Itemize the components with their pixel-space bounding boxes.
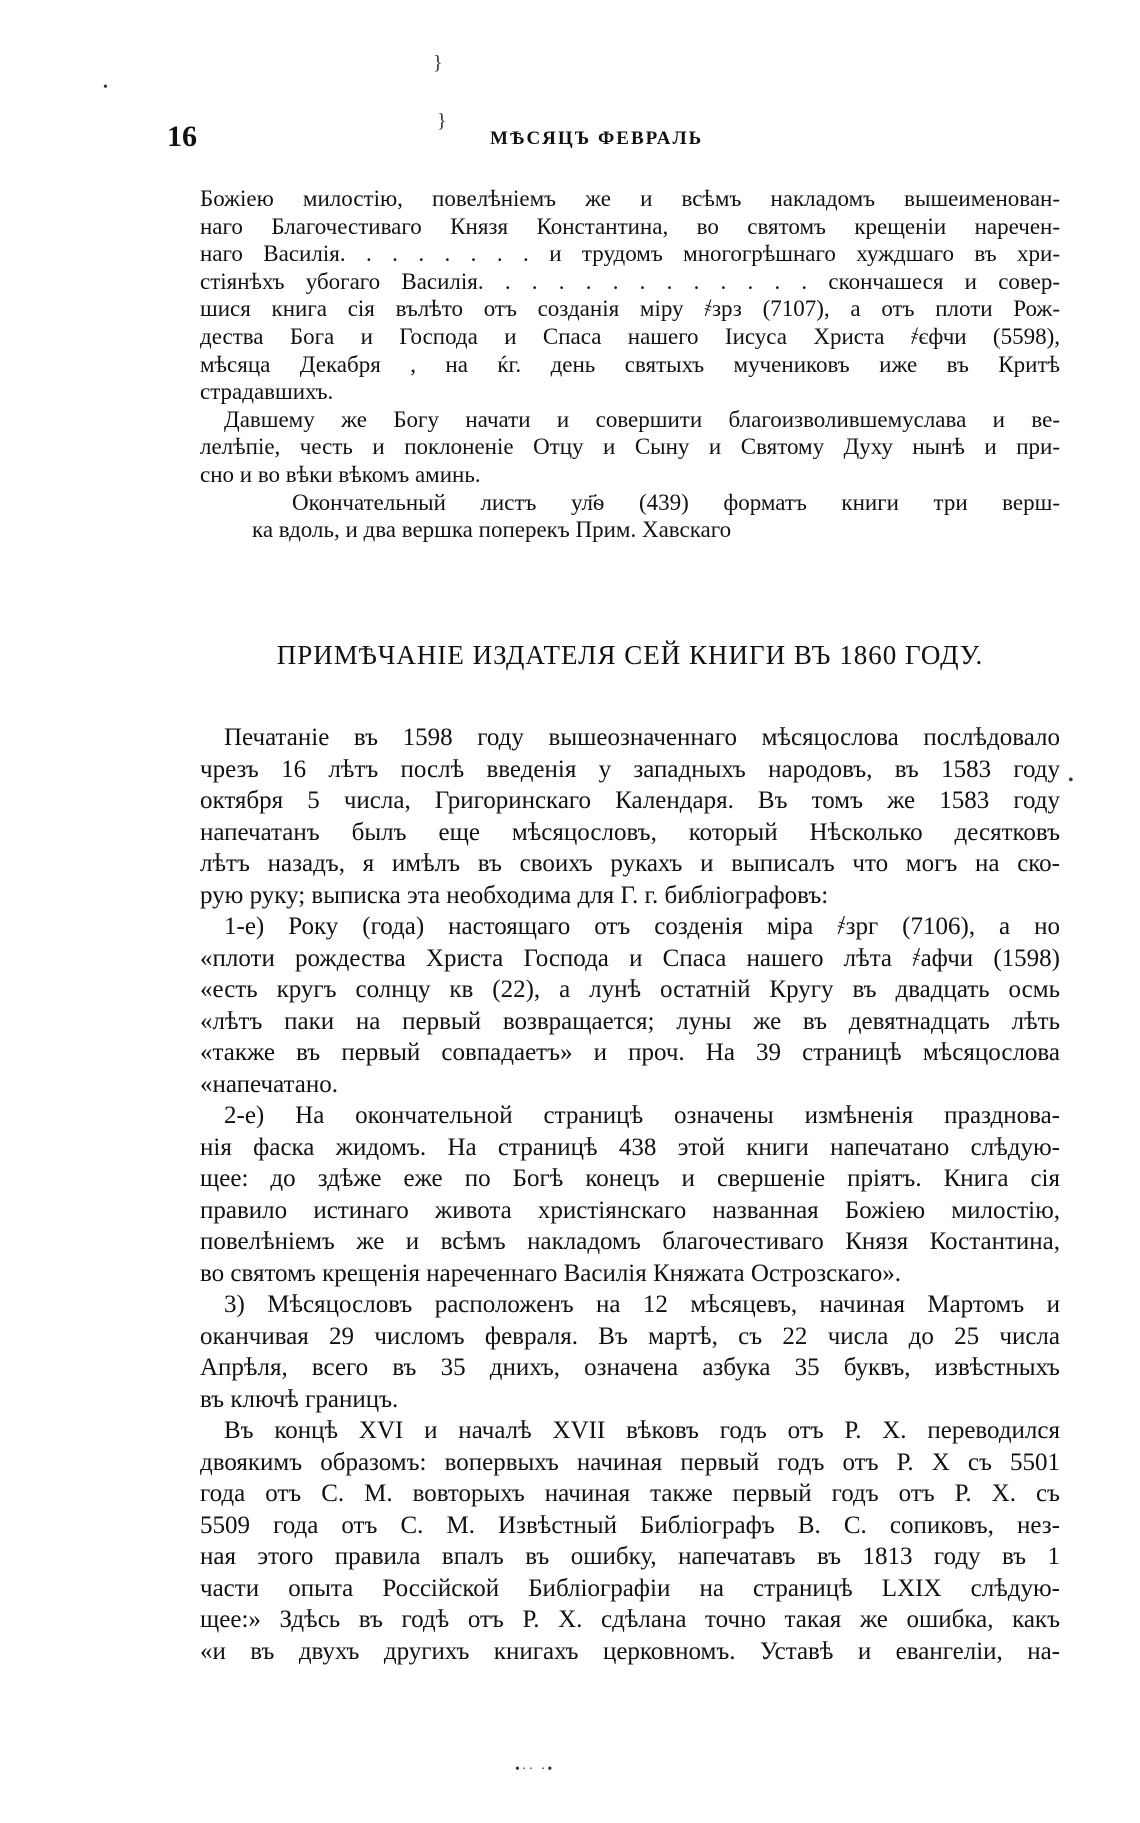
text-line: года отъ С. М. вовторыхъ начиная также первый годъ отъ Р. Х. съ — [200, 1480, 1060, 1507]
text-line: Въ концѣ XVI и началѣ XVII вѣковъ годъ отъ Р. Х. переводился — [224, 1417, 1060, 1444]
text-line: въ ключѣ границъ. — [200, 1385, 399, 1413]
publisher-note-text — [200, 722, 1060, 1667]
text-line: «и въ двухъ другихъ книгахъ церковномъ. Уставѣ и евангеліи, на- — [200, 1637, 1060, 1665]
text-line: «плоти рождества Христа Господа и Спаса нашего лѣта ҂афчи (1598) — [200, 944, 1060, 972]
text-line: чрезъ 16 лѣтъ послѣ введенія у западныхъ народовъ, въ 1583 году — [200, 755, 1060, 783]
text-line: повелѣніемъ же и всѣмъ накладомъ благочестиваго Князя Костантина, — [200, 1228, 1060, 1255]
text-line: ная этого правила впалъ въ ошибку, напечатавъ въ 1813 году въ 1 — [200, 1543, 1060, 1570]
text-line: Давшему же Богу начати и совершити благоизволившемуслава и ве- — [224, 406, 1060, 432]
text-line: нія фаска жидомъ. На страницѣ 438 этой книги напечатано слѣдую- — [200, 1133, 1060, 1161]
text-line: Печатаніе въ 1598 году вышеозначеннаго мѣсяцослова послѣдовало — [224, 724, 1060, 751]
text-line: 2-е) На окончательной страницѣ означены измѣненія празднова- — [224, 1102, 1060, 1129]
text-line: щее: до здѣже еже по Богѣ конецъ и свершеніе пріятъ. Книга сія — [200, 1165, 1060, 1192]
side-dot: • — [103, 80, 108, 95]
text-line: щее:» Здѣсь въ годѣ отъ Р. Х. сдѣлана точно такая же ошибка, какъ — [200, 1606, 1060, 1633]
text-line: лѣтъ назадъ, я имѣлъ въ своихъ рукахъ и выписалъ что могъ на ско- — [200, 850, 1060, 877]
text-line: наго Благочестиваго Князя Константина, во святомъ крещеніи наречен- — [200, 213, 1060, 239]
text-line: 5509 года отъ С. М. Извѣстный Библіографъ В. С. сопиковъ, нез- — [200, 1511, 1060, 1539]
text-line: шися книга сія вълѣто отъ созданія міру ҂зрз (7107), а отъ плоти Рож- — [200, 296, 1060, 322]
text-line: «также въ первый совпадаетъ» и проч. На 39 страницѣ мѣсяцослова — [200, 1039, 1060, 1066]
section-title: ПРИМѢЧАНІЕ ИЗДАТЕЛЯ СЕЙ КНИГИ ВЪ 1860 ГОДУ. — [276, 640, 984, 670]
margin-dot: • — [1068, 772, 1074, 789]
text-line: «лѣтъ паки на первый возвращается; луны же въ девятнадцать лѣть — [200, 1007, 1060, 1035]
text-line: во святомъ крещенія нареченнаго Василія Княжата Острозскаго». — [200, 1259, 901, 1287]
text-line: 1-е) Року (года) настоящаго отъ созденія міра ҂зрг (7106), а но — [224, 913, 1060, 940]
text-line: Апрѣля, всего въ 35 днихъ, означена азбука 35 буквъ, извѣстныхъ — [200, 1354, 1060, 1381]
colophon-text — [200, 185, 1060, 544]
text-line: 3) Мѣсяцословъ расположенъ на 12 мѣсяцевъ, начиная Мартомъ и — [224, 1291, 1060, 1318]
page-number: 16 — [167, 120, 197, 153]
text-line: Окончательный листъ ул҃ѳ (439) форматъ книги три верш- — [292, 489, 1060, 515]
text-line: сно и во вѣки вѣкомъ аминь. — [200, 461, 481, 487]
text-line: октября 5 числа, Григоринскаго Календаря. Въ томъ же 1583 году — [200, 787, 1060, 814]
print-mark: } — [437, 110, 447, 132]
text-line: Божіею милостію, повелѣніемъ же и всѣмъ накладомъ вышеименован- — [200, 186, 1060, 211]
text-line: «есть кругъ солнцу кв (22), а лунѣ остатній Кругу въ двадцать осмь — [200, 976, 1060, 1003]
text-line: лелѣпіе, честь и поклоненіе Отцу и Сыну и Святому Духу нынѣ и при- — [200, 434, 1060, 460]
text-line: стіянѣхъ убогаго Василія. . . . . . . . . . . . . скончашеся и совер- — [200, 268, 1060, 294]
text-line: страдавшихъ. — [200, 379, 334, 405]
text-line: правило истинаго живота христіянскаго названная Божіею милостію, — [200, 1196, 1060, 1224]
text-line: напечатанъ былъ еще мѣсяцословъ, который Нѣсколько десятковъ — [200, 818, 1060, 846]
print-mark: } — [433, 52, 443, 74]
text-line: наго Василія. . . . . . . . и трудомъ многогрѣшнаго хуждшаго въ хри- — [200, 241, 1060, 267]
text-line: мѣсяца Декабря , на ќг. день святыхъ мучениковъ иже въ Критѣ — [200, 351, 1060, 377]
text-line: оканчивая 29 числомъ февраля. Въ мартѣ, съ 22 числа до 25 числа — [200, 1322, 1060, 1350]
text-line: дества Бога и Господа и Спаса нашего Іисуса Христа ҂єфчи (5598), — [200, 323, 1060, 349]
text-line: рую руку; выписка эта необходима для Г. г. библіографовъ: — [200, 881, 829, 909]
running-head: МѢСЯЦЪ ФЕВРАЛЬ — [490, 128, 704, 149]
text-line: ка вдоль, и два вершка поперекъ Прим. Хавскаго — [252, 517, 732, 543]
text-line: части опыта Россійской Библіографіи на страницѣ LXIX слѣдую- — [200, 1574, 1060, 1602]
text-line: двоякимъ образомъ: вопервыхъ начиная первый годъ отъ Р. Х съ 5501 — [200, 1448, 1060, 1476]
text-line: «напечатано. — [200, 1070, 338, 1098]
bottom-print-mark: •·· ·• — [515, 1762, 555, 1777]
